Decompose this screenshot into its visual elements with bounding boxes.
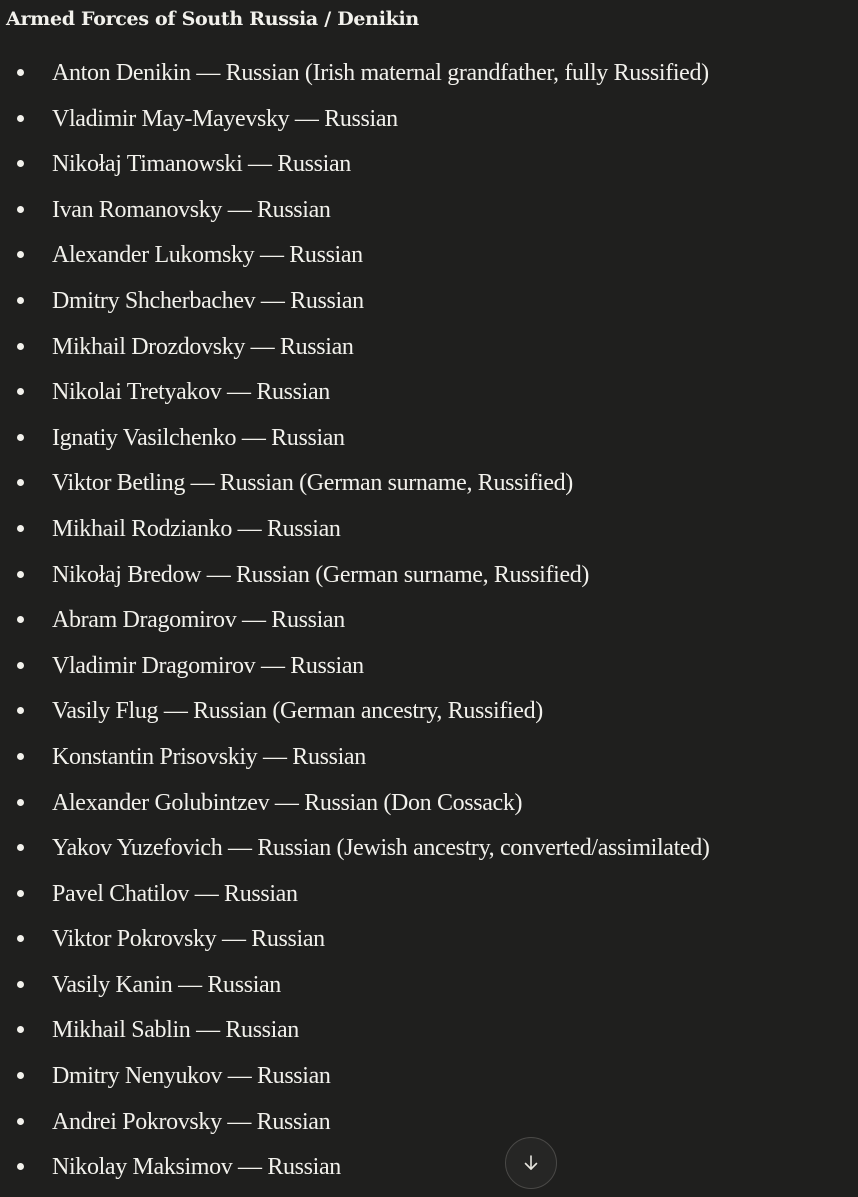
list-item-text: Mikhail Rodzianko — Russian <box>52 515 341 542</box>
list-item-text: Pavel Chatilov — Russian <box>52 880 298 907</box>
bullet-icon <box>17 799 24 806</box>
list-item-text: Mikhail Drozdovsky — Russian <box>52 333 354 360</box>
bullet-icon <box>17 69 24 76</box>
bullet-icon <box>17 571 24 578</box>
bullet-icon <box>17 297 24 304</box>
bullet-icon <box>17 206 24 213</box>
list-item-text: Vasily Kanin — Russian <box>52 971 281 998</box>
list-item-text: Nikołaj Timanowski — Russian <box>52 151 351 178</box>
list-item-text: Anton Denikin — Russian (Irish maternal grandfather, fully Russified) <box>52 60 709 86</box>
list-item-text: Viktor Betling — Russian (German surname, Russified) <box>52 470 573 497</box>
bullet-icon <box>17 388 24 395</box>
list-item-text: Alexander Golubintzev — Russian (Don Cossack) <box>52 789 523 816</box>
bullet-icon <box>17 707 24 714</box>
list-item-text: Mikhail Sablin — Russian <box>52 1017 299 1044</box>
bullet-icon <box>17 160 24 167</box>
list-item-text: Dmitry Nenyukov — Russian <box>52 1063 331 1090</box>
list-item-text: Ignatiy Vasilchenko — Russian <box>52 424 345 451</box>
list-item-text: Nikołaj Bredow — Russian (German surname, Russified) <box>52 561 590 588</box>
section-heading: Armed Forces of South Russia / Denikin <box>6 8 419 30</box>
bullet-icon <box>17 434 24 441</box>
bullet-icon <box>17 1118 24 1125</box>
bullet-icon <box>17 251 24 258</box>
list-item-text: Vladimir Dragomirov — Russian <box>52 652 364 679</box>
bullet-icon <box>17 890 24 897</box>
list-item-text: Nikolai Tretyakov — Russian <box>52 379 330 406</box>
bullet-icon <box>17 1026 24 1033</box>
bullet-icon <box>17 753 24 760</box>
list-item-text: Nikolay Maksimov — Russian <box>52 1154 341 1181</box>
bullet-icon <box>17 115 24 122</box>
list-item-text: Abram Dragomirov — Russian <box>52 607 345 634</box>
list-item-text: Ivan Romanovsky — Russian <box>52 196 331 223</box>
bullet-icon <box>17 525 24 532</box>
bullet-icon <box>17 662 24 669</box>
bullet-icon <box>17 343 24 350</box>
bullet-icon <box>17 1163 24 1170</box>
list-item-text: Alexander Lukomsky — Russian <box>52 242 363 269</box>
list-item-text: Yakov Yuzefovich — Russian (Jewish ancestry, converted/assimilated) <box>52 835 710 862</box>
list-item-text: Vladimir May-Mayevsky — Russian <box>52 105 398 132</box>
list-item-text: Andrei Pokrovsky — Russian <box>52 1108 331 1135</box>
arrow-down-icon <box>521 1153 541 1173</box>
list-item-text: Konstantin Prisovskiy — Russian <box>52 743 366 770</box>
bullet-icon <box>17 479 24 486</box>
list-item-text: Viktor Pokrovsky — Russian <box>52 926 325 953</box>
bullet-icon <box>17 981 24 988</box>
bullet-icon <box>17 844 24 851</box>
bullet-icon <box>17 616 24 623</box>
list-item-text: Dmitry Shcherbachev — Russian <box>52 287 364 314</box>
list-item-text: Vasily Flug — Russian (German ancestry, Russified) <box>52 698 543 725</box>
scroll-to-bottom-button[interactable] <box>505 1137 557 1189</box>
bullet-icon <box>17 1072 24 1079</box>
bullet-icon <box>17 935 24 942</box>
